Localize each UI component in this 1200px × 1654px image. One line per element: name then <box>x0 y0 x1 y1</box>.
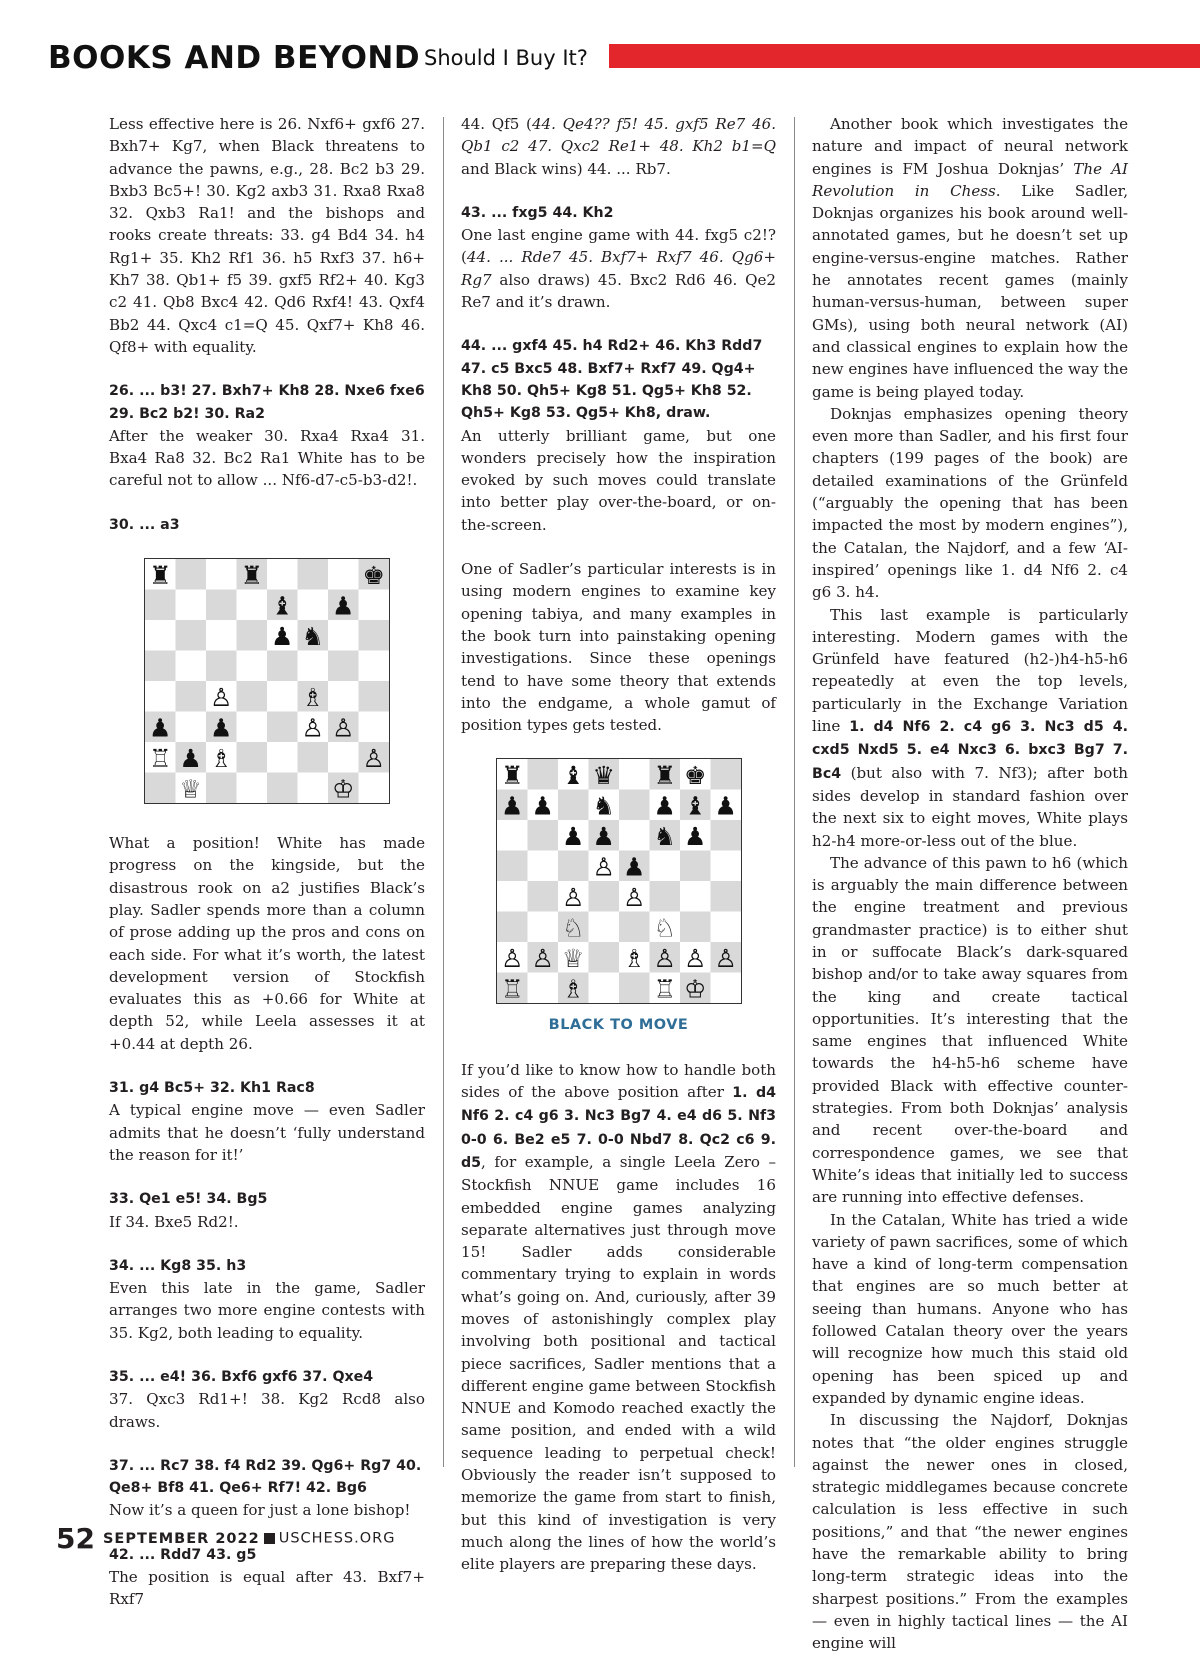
board-square <box>527 912 558 943</box>
board-square <box>359 681 390 712</box>
chess-diagram-1 <box>144 558 390 804</box>
board-square <box>176 712 207 743</box>
body-paragraph: Doknjas emphasizes opening theory even more than Sadler, and his first four chapters (199 pages of the book) are detailed examinations of the Grünfeld (“arguably the opening that has been impacted the most by modern engines”), the Catalan, the Najdorf, and a few ‘AI-inspired’ openings like 1. d4 Nf6 2. c4 g6 3. h4. <box>812 404 1128 602</box>
board-square <box>527 881 558 912</box>
move-heading: 42. ... Rdd7 43. g5 <box>109 1546 257 1563</box>
move-heading: 31. g4 Bc5+ 32. Kh1 Rac8 <box>109 1080 315 1097</box>
board-square <box>497 820 528 851</box>
board-square <box>680 881 711 912</box>
body-paragraph: This last example is particularly interesting. Modern games with the Grünfeld have featured (h2-)h4-h5-h6 repeatedly at even the top levels, particularly in the Exchange Variation line 1. d4 Nf6 2. c4 g6 3. Nc3 d5 4. cxd5 Nxd5 5. e4 Nxc3 6. bxc3 Bg7 7. Bc4 (but also with 7. Nf3); after both sides develop in standard fashion over the next six to eight moves, White plays h2-h4 more-or-less out of the blue. <box>812 605 1128 850</box>
board-square <box>649 851 680 882</box>
black-queen-icon: ♛ <box>592 761 615 791</box>
body-paragraph: If 34. Bxe5 Rd2!. <box>109 1212 239 1231</box>
body-paragraph: If you’d like to know how to handle both sides of the above position after 1. d4 Nf6 2. c4 g6 3. Nc3 Bg7 4. e4 d6 5. Nf3 0-0 6. Be2 e5 7. 0-0 Nbd7 8. Qc2 c6 9. d5, for example, a single Leela Zero – Stockfish NNUE game includes 16 embedded engine games analyzing separate alternatives just through move 15! Sadler adds considerable commentary trying to explain in words what’s going on. And, curiously, after 39 moves of astonishingly complex play involving both positional and tactical piece sacrifices, Sadler mentions that a different engine game between Stockfish NNUE and Komodo reached exactly the same position, and ended with a wild sequence leading to perpetual check! Obviously the reader isn’t supposed to memorize the game from start to finish, but this kind of investigation is very much along the lines of how the world’s elite players are preparing these days. <box>461 1060 776 1574</box>
page-number: 52 <box>56 1522 95 1555</box>
board-square <box>145 590 176 621</box>
white-pawn-icon: ♙ <box>683 944 706 974</box>
body-paragraph: In discussing the Najdorf, Doknjas notes that “the older engines struggle against the newer ones in closed, strategic middlegames because concrete calculation is less effective in such positions,” and that “the newer engines have the remarkable ability to bring long-term strategic ideas into the sharpest positions.” From the examples — even in highly tactical lines — the AI engine will <box>812 1411 1128 1653</box>
white-rook-icon: ♖ <box>653 974 676 1004</box>
board-square <box>619 820 650 851</box>
column-left <box>109 113 425 1611</box>
board-square <box>680 912 711 943</box>
board-square <box>328 681 359 712</box>
black-pawn-icon: ♟ <box>714 791 737 821</box>
board-square <box>298 590 329 621</box>
white-bishop-icon: ♗ <box>622 944 645 974</box>
board-square <box>206 773 237 804</box>
board-square <box>206 559 237 590</box>
black-pawn-icon: ♟ <box>683 822 706 852</box>
white-bishop-icon: ♗ <box>301 682 324 712</box>
body-paragraph: The position is equal after 43. Bxf7+ Rxf7 <box>109 1568 425 1609</box>
black-king-icon: ♚ <box>362 560 385 590</box>
board-square <box>588 912 619 943</box>
black-pawn-icon: ♟ <box>149 713 172 743</box>
board-square <box>497 912 528 943</box>
board-square <box>206 651 237 682</box>
board-square <box>267 742 298 773</box>
body-paragraph: 44. Qf5 (44. Qe4?? f5! 45. gxf5 Re7 46. Qb1 c2 47. Qxc2 Re1+ 48. Kh2 b1=Q and Black wins) 44. ... Rb7. <box>461 115 776 178</box>
board-square <box>267 559 298 590</box>
body-paragraph: Even this late in the game, Sadler arranges two more engine contests with 35. Kg2, both leading to equality. <box>109 1279 425 1342</box>
white-rook-icon: ♖ <box>149 743 172 773</box>
black-pawn-icon: ♟ <box>561 822 584 852</box>
white-rook-icon: ♖ <box>500 974 523 1004</box>
black-knight-icon: ♞ <box>592 791 615 821</box>
white-pawn-icon: ♙ <box>714 944 737 974</box>
board-square <box>237 590 268 621</box>
board-square <box>359 773 390 804</box>
body-paragraph: An utterly brilliant game, but one wonders precisely how the inspiration evoked by such moves could translate into better play over-the-board, or on-the-screen. <box>461 426 776 534</box>
board-square <box>527 973 558 1004</box>
body-paragraph: Now it’s a queen for just a lone bishop! <box>109 1501 411 1520</box>
black-rook-icon: ♜ <box>240 560 263 590</box>
move-heading: 37. ... Rc7 38. f4 Rd2 39. Qg6+ Rg7 40. Qe8+ Bf8 41. Qe6+ Rf7! 42. Bg6 <box>109 1457 422 1497</box>
board-square <box>267 651 298 682</box>
board-square <box>176 651 207 682</box>
column-rule <box>443 117 444 1467</box>
footer-site: USCHESS.ORG <box>278 1530 396 1547</box>
body-paragraph: The advance of this pawn to h6 (which is arguably the main difference between the engine treatment and previous grandmaster practice) is to either shut in or suffocate Black’s dark-squared bishop and/or to take away squares from the king and create tactical opportunities. It’s interesting that the same engines that influenced White towards the h4-h5-h6 scheme have provided Black with effective counter-strategies. From both Doknjas’ analysis and recent over-the-board and correspondence games, we see that White’s ideas that initially led to success are running into effective defenses. <box>812 853 1128 1207</box>
black-bishop-icon: ♝ <box>561 761 584 791</box>
board-square <box>558 851 589 882</box>
white-pawn-icon: ♙ <box>362 743 385 773</box>
board-square <box>588 942 619 973</box>
board-square <box>176 681 207 712</box>
body-paragraph: A typical engine move — even Sadler admits that he doesn’t ‘fully understand the reason for it!’ <box>109 1101 425 1164</box>
move-heading: 26. ... b3! 27. Bxh7+ Kh8 28. Nxe6 fxe6 29. Bc2 b2! 30. Ra2 <box>109 383 425 422</box>
board-square <box>298 742 329 773</box>
board-square <box>176 559 207 590</box>
board-square <box>328 620 359 651</box>
black-pawn-icon: ♟ <box>332 591 355 621</box>
board-square <box>267 773 298 804</box>
white-queen-icon: ♕ <box>179 774 202 804</box>
body-paragraph: One of Sadler’s particular interests is in using modern engines to examine key opening tabiya, and many examples in the book turn into painstaking opening investigations. Since these openings tend to have some theory that extends into the endgame, a whole gamut of position types gets tested. <box>461 560 776 735</box>
board-square <box>237 742 268 773</box>
board-square <box>267 681 298 712</box>
page-footer <box>56 1522 395 1555</box>
board-square <box>619 790 650 821</box>
board-square <box>527 820 558 851</box>
board-square <box>237 681 268 712</box>
black-rook-icon: ♜ <box>149 560 172 590</box>
board-square <box>145 620 176 651</box>
white-bishop-icon: ♗ <box>561 974 584 1004</box>
board-square <box>649 881 680 912</box>
black-pawn-icon: ♟ <box>271 621 294 651</box>
board-square <box>237 712 268 743</box>
board-square <box>619 759 650 790</box>
section-title: BOOKS AND BEYOND <box>48 40 421 76</box>
board-square <box>328 742 359 773</box>
column-middle <box>461 113 776 1576</box>
board-square <box>176 590 207 621</box>
black-pawn-icon: ♟ <box>622 852 645 882</box>
move-heading: 34. ... Kg8 35. h3 <box>109 1257 247 1274</box>
board-square <box>206 590 237 621</box>
white-king-icon: ♔ <box>683 974 706 1004</box>
black-knight-icon: ♞ <box>653 822 676 852</box>
board-square <box>176 620 207 651</box>
board-square <box>237 620 268 651</box>
black-rook-icon: ♜ <box>653 761 676 791</box>
body-paragraph: 37. Qxc3 Rd1+! 38. Kg2 Rcd8 also draws. <box>109 1390 425 1431</box>
column-right <box>812 113 1128 1654</box>
white-pawn-icon: ♙ <box>622 883 645 913</box>
white-pawn-icon: ♙ <box>561 883 584 913</box>
board-square <box>145 681 176 712</box>
chess-diagram-2 <box>496 758 742 1004</box>
body-paragraph: One last engine game with 44. fxg5 c2!? (44. ... Rde7 45. Bxf7+ Rxf7 46. Qg6+ Rg7 also draws) 45. Bxc2 Rd6 46. Qe2 Re7 and it’s drawn. <box>461 226 776 312</box>
white-pawn-icon: ♙ <box>653 944 676 974</box>
board-square <box>558 790 589 821</box>
black-pawn-icon: ♟ <box>592 822 615 852</box>
black-bishop-icon: ♝ <box>271 591 294 621</box>
body-paragraph: After the weaker 30. Rxa4 Rxa4 31. Bxa4 Ra8 32. Bc2 Ra1 White has to be careful not to allow ... Nf6-d7-c5-b3-d2!. <box>109 426 425 490</box>
body-paragraph: Less effective here is 26. Nxf6+ gxf6 27. Bxh7+ Kg7, when Black threatens to advance the pawns, e.g., 28. Bc2 b3 29. Bxb3 Bc5+! 30. Kg2 axb3 31. Rxa8 Rxa8 32. Qxb3 Ra1! and the bishops and rooks create threats: 33. g4 Bd4 34. h4 Rg1+ 35. Kh2 Rf1 36. h5 Rxf3 37. h6+ Kh7 38. Qb1+ f5 39. gxf5 Rf2+ 40. Kg3 c2 41. Qb8 Bxc4 42. Qd6 Rxf4! 43. Qxf4 Bb2 44. Qxc4 c1=Q 45. Qxf7+ Kh8 46. Qf8+ with equality. <box>109 115 425 356</box>
white-pawn-icon: ♙ <box>210 682 233 712</box>
board-square <box>710 759 741 790</box>
column-rule <box>794 117 795 1467</box>
white-knight-icon: ♘ <box>561 913 584 943</box>
board-square <box>710 973 741 1004</box>
black-pawn-icon: ♟ <box>531 791 554 821</box>
white-pawn-icon: ♙ <box>500 944 523 974</box>
board-square <box>237 773 268 804</box>
board-square <box>145 773 176 804</box>
white-queen-icon: ♕ <box>561 944 584 974</box>
black-bishop-icon: ♝ <box>683 791 706 821</box>
board-square <box>267 712 298 743</box>
body-paragraph: Another book which investigates the nature and impact of neural network engines is FM Joshua Doknjas’ The AI Revolution in Chess. Like Sadler, Doknjas organizes his book around well-annotated games, but he doesn’t set up engine-versus-engine matches. Rather he annotates recent games (mainly human-versus-human, between super GMs), using both neural network (AI) and classical engines to explain how the new engines have influenced the way the game is being played today. <box>812 115 1129 401</box>
white-king-icon: ♔ <box>332 774 355 804</box>
board-square <box>619 912 650 943</box>
black-pawn-icon: ♟ <box>653 791 676 821</box>
board-square <box>206 620 237 651</box>
board-square <box>328 559 359 590</box>
board-square <box>145 651 176 682</box>
board-square <box>359 651 390 682</box>
board-square <box>680 851 711 882</box>
board-square <box>710 820 741 851</box>
board-square <box>710 851 741 882</box>
black-knight-icon: ♞ <box>301 621 324 651</box>
board-square <box>497 881 528 912</box>
black-pawn-icon: ♟ <box>210 713 233 743</box>
black-king-icon: ♚ <box>683 761 706 791</box>
board-square <box>527 759 558 790</box>
board-square <box>710 881 741 912</box>
board-square <box>359 590 390 621</box>
board-square <box>359 712 390 743</box>
header-accent-bar <box>609 44 1200 68</box>
body-paragraph: In the Catalan, White has tried a wide variety of pawn sacrifices, some of which have a kind of long-term compensation that engines are so much better at seeing than humans. Anyone who has followed Catalan theory over the years will recognize how much this staid old opening has been spiced up and expanded by dynamic engine ideas. <box>812 1210 1128 1407</box>
board-square <box>497 851 528 882</box>
white-pawn-icon: ♙ <box>592 852 615 882</box>
board-square <box>298 651 329 682</box>
white-knight-icon: ♘ <box>653 913 676 943</box>
move-heading: 33. Qe1 e5! 34. Bg5 <box>109 1191 268 1208</box>
board-square <box>328 651 359 682</box>
black-pawn-icon: ♟ <box>500 791 523 821</box>
black-rook-icon: ♜ <box>500 761 523 791</box>
white-pawn-icon: ♙ <box>531 944 554 974</box>
footer-square-icon <box>264 1533 275 1544</box>
white-bishop-icon: ♗ <box>210 743 233 773</box>
board-square <box>237 651 268 682</box>
move-heading: 43. ... fxg5 44. Kh2 <box>461 204 614 221</box>
board-square <box>298 773 329 804</box>
diagram-caption: BLACK TO MOVE <box>548 1017 689 1034</box>
issue-date: SEPTEMBER 2022 <box>102 1530 260 1547</box>
white-pawn-icon: ♙ <box>301 713 324 743</box>
move-heading: 30. ... a3 <box>109 516 180 533</box>
board-square <box>527 851 558 882</box>
black-pawn-icon: ♟ <box>179 743 202 773</box>
board-square <box>710 912 741 943</box>
board-square <box>359 620 390 651</box>
section-subtitle: Should I Buy It? <box>424 46 588 70</box>
board-square <box>298 559 329 590</box>
board-square <box>588 973 619 1004</box>
body-paragraph: What a position! White has made progress on the kingside, but the disastrous rook on a2 justifies Black’s play. Sadler spends more than a column of prose adding up the pros and cons on each side. For what it’s worth, the latest development version of Stockfish evaluates this as +0.66 for White at depth 52, while Leela assesses it at +0.44 at depth 26. <box>109 834 425 1053</box>
white-pawn-icon: ♙ <box>332 713 355 743</box>
board-square <box>588 881 619 912</box>
board-square <box>619 973 650 1004</box>
move-heading: 44. ... gxf4 45. h4 Rd2+ 46. Kh3 Rdd7 47. c5 Bxc5 48. Bxf7+ Rxf7 49. Qg4+ Kh8 50. Qh5+ Kg8 51. Qg5+ Kh8 52. Qh5+ Kg8 53. Qg5+ Kh8, draw. <box>461 338 763 422</box>
move-heading: 35. ... e4! 36. Bxf6 gxf6 37. Qxe4 <box>109 1368 374 1385</box>
